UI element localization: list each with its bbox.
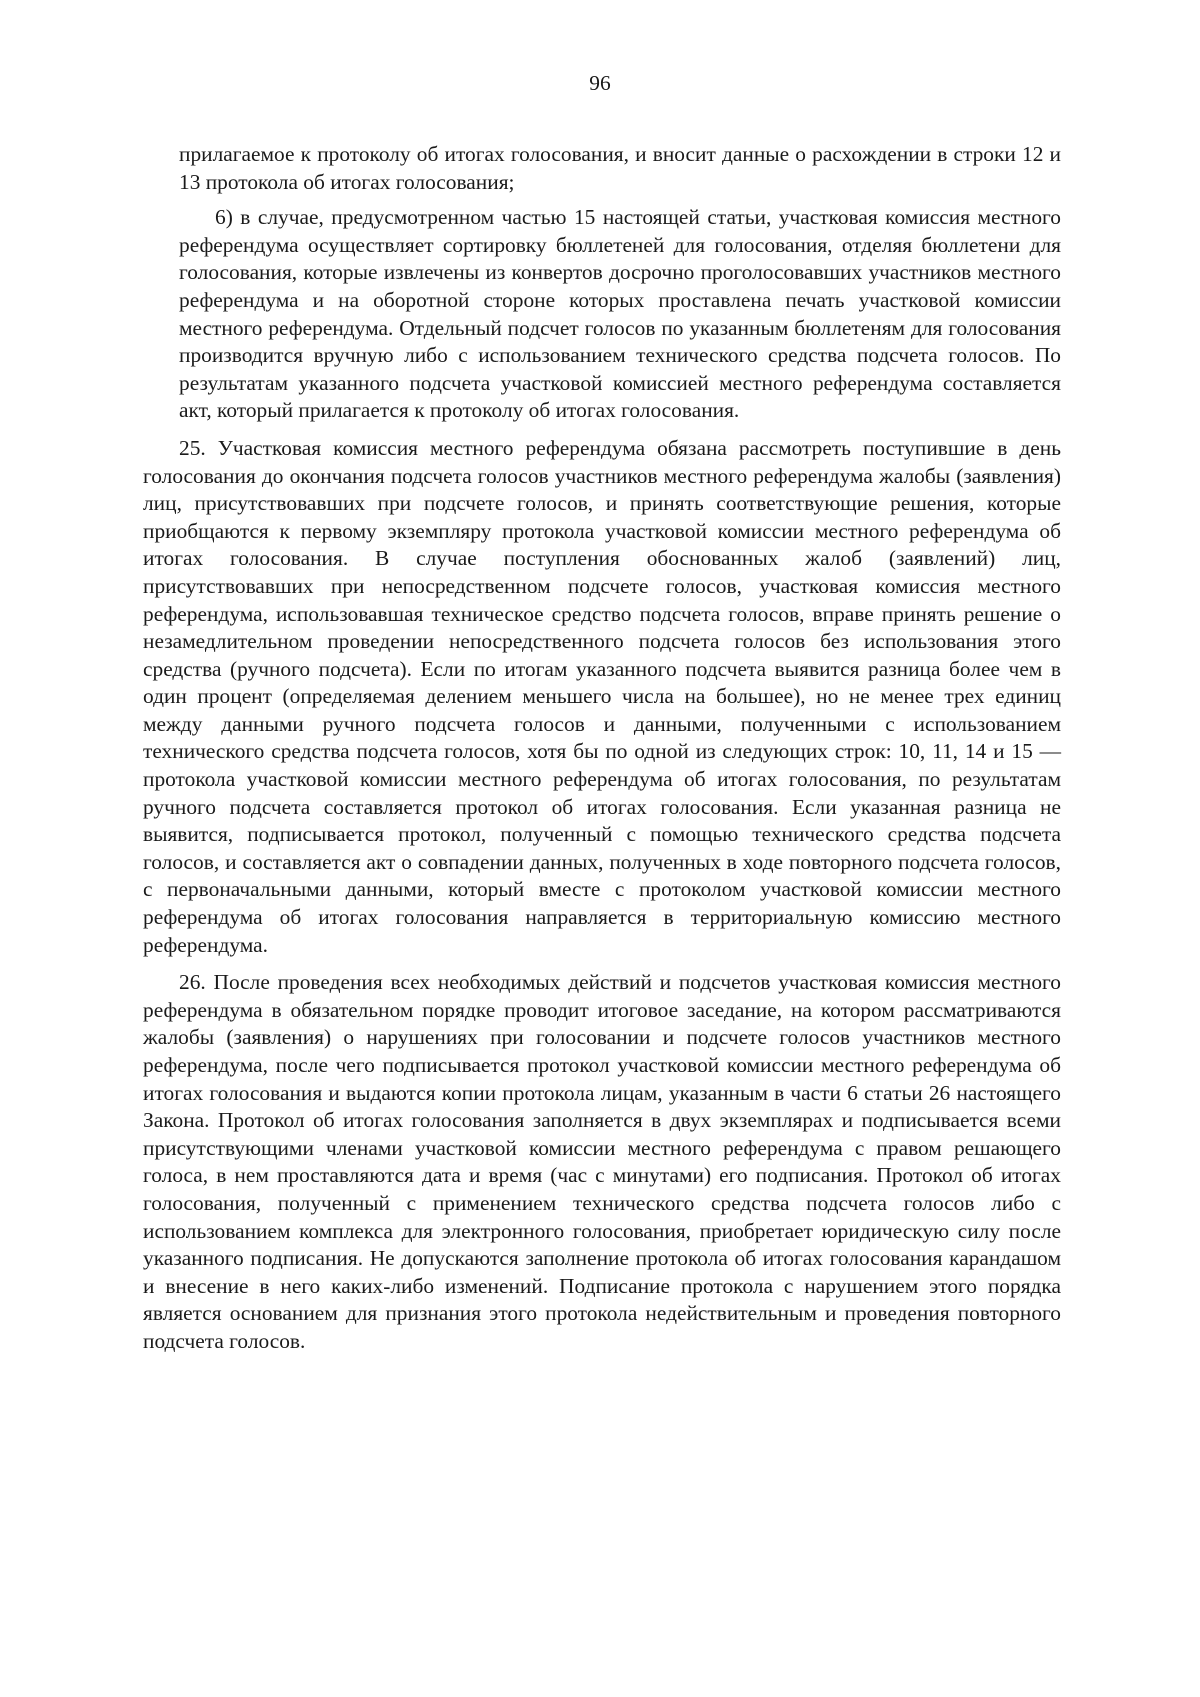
page-number: 96 — [589, 71, 611, 95]
article-paragraph-26: 26. После проведения всех необходимых действий и подсчетов участковая комиссия местного референдума в обязательном порядке проводит итоговое заседание, на котором рассматриваются жалобы (заявления) о нарушениях при голосовании и подсчете голосов участников местного референдума, после чего подписывается протокол участковой комиссии местного референдума об итогах голосования и выдаются копии протокола лицам, указанным в части 6 статьи 26 настоящего Закона. Протокол об итогах голосования заполняется в двух экземплярах и подписывается всеми присутствующими членами участковой комиссии местного референдума с правом решающего голоса, в нем проставляются дата и время (час с минутами) его подписания. Протокол об итогах голосования, полученный с применением технического средства подсчета голосов либо с использованием комплекса для электронного голосования, приобретает юридическую силу после указанного подписания. Не допускаются заполнение протокола об итогах голосования карандашом и внесение в него каких-либо изменений. Подписание протокола с нарушением этого порядка является основанием для признания этого протокола недействительным и проведения повторного подсчета голосов. — [143, 970, 1061, 1353]
document-body — [143, 141, 1061, 1366]
article-paragraph-25: 25. Участковая комиссия местного референдума обязана рассмотреть поступившие в день голосования до окончания подсчета голосов участников местного референдума жалобы (заявления) лиц, присутствовавших при подсчете голосов, и принять соответствующие решения, которые приобщаются к первому экземпляру протокола участковой комиссии местного референдума об итогах голосования. В случае поступления обоснованных жалоб (заявлений) лиц, присутствовавших при непосредственном подсчете голосов, участковая комиссия местного референдума, использовавшая техническое средство подсчета голосов, вправе принять решение о незамедлительном проведении непосредственного подсчета голосов без использования этого средства (ручного подсчета). Если по итогам указанного подсчета выявится разница более чем в один процент (определяемая делением меньшего числа на большее), но не менее трех единиц между данными ручного подсчета голосов и данными, полученными с использованием технического средства подсчета голосов, хотя бы по одной из следующих строк: 10, 11, 14 и 15 — протокола участковой комиссии местного референдума об итогах голосования, по результатам ручного подсчета составляется протокол об итогах голосования. Если указанная разница не выявится, подписывается протокол, полученный с помощью технического средства подсчета голосов, и составляется акт о совпадении данных, полученных в ходе повторного подсчета голосов, с первоначальными данными, который вместе с протоколом участковой комиссии местного референдума об итогах голосования направляется в территориальную комиссию местного референдума. — [143, 435, 1061, 957]
list-item-6: 6) в случае, предусмотренном частью 15 настоящей статьи, участковая комиссия местного референдума осуществляет сортировку бюллетеней для голосования, отделяя бюллетени для голосования, которые извлечены из конвертов досрочно проголосовавших участников местного референдума и на оборотной стороне которых проставлена печать участковой комиссии местного референдума. Отдельный подсчет голосов по указанным бюллетеням для голосования производится вручную либо с использованием технического средства подсчета голосов. По результатам указанного подсчета участковой комиссией местного референдума составляется акт, который прилагается к протоколу об итогах голосования. — [179, 205, 1061, 423]
paragraph-continuation: прилагаемое к протоколу об итогах голосования, и вносит данные о расхождении в строки 12 и 13 протокола об итогах голосования; — [179, 142, 1061, 194]
